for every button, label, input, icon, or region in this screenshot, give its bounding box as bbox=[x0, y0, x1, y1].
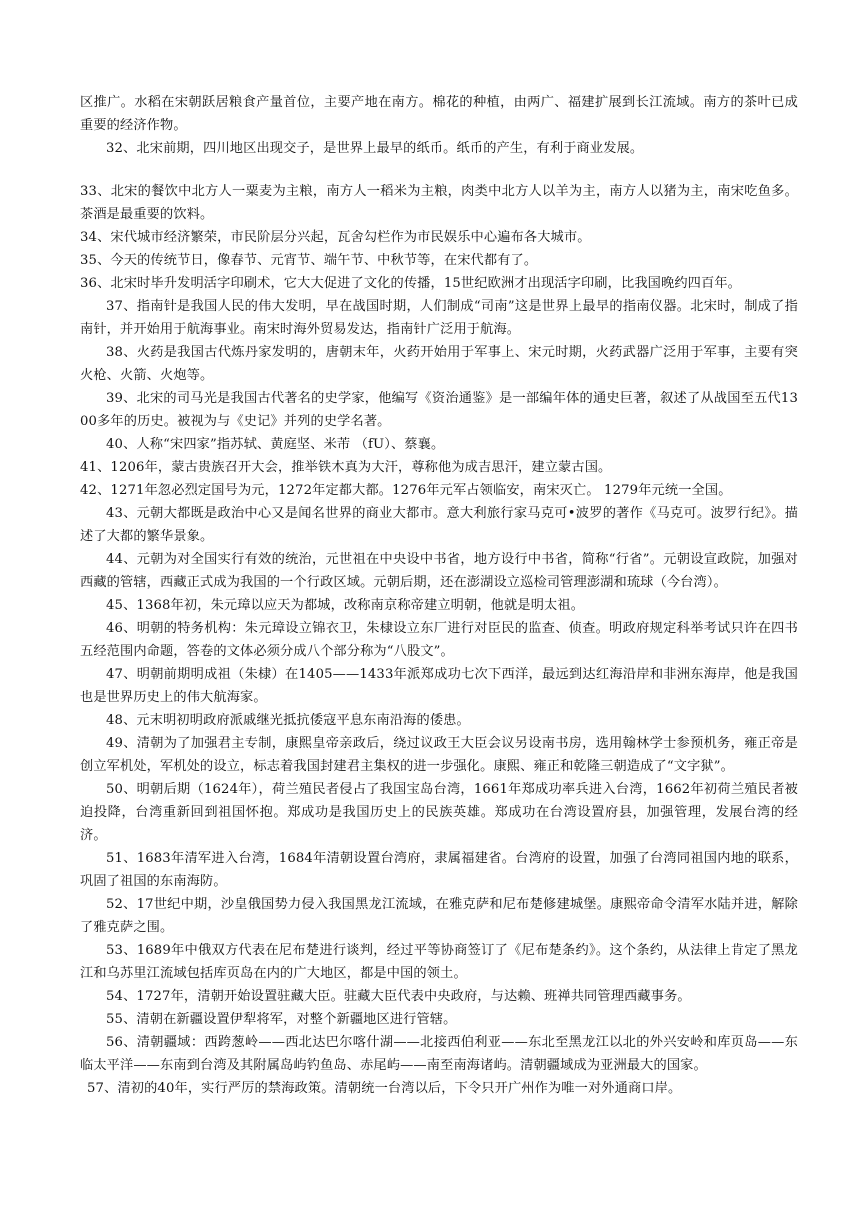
paragraph: 39、北宋的司马光是我国古代著名的史学家，他编写《资治通鉴》是一部编年体的通史巨著，叙述了从战国至五代1300多年的历史。被视为与《史记》并列的史学名著。 bbox=[80, 391, 798, 429]
document-page bbox=[80, 91, 798, 1100]
paragraph: 44、元朝为对全国实行有效的统治，元世祖在中央设中书省，地方设行中书省，简称“行省”。元朝设宣政院，加强对西藏的管辖，西藏正式成为我国的一个行政区域。元朝后期，还在澎湖设立巡检司管理澎湖和琉球（今台湾）。 bbox=[80, 552, 798, 590]
paragraph: 33、北宋的餐饮中北方人一粟麦为主粮，南方人一稻米为主粮，肉类中北方人以羊为主，南方人以猪为主，南宋吃鱼多。茶酒是最重要的饮料。 bbox=[80, 184, 798, 222]
paragraph: 38、火药是我国古代炼丹家发明的，唐朝末年，火药开始用于军事上、宋元时期，火药武器广泛用于军事，主要有突火枪、火箭、火炮等。 bbox=[80, 345, 798, 383]
paragraph: 57、清初的40年，实行严厉的禁海政策。清朝统一台湾以后，下令只开广州作为唯一对外通商口岸。 bbox=[87, 1081, 682, 1096]
paragraph: 36、北宋时毕升发明活字印刷术，它大大促进了文化的传播，15世纪欧洲才出现活字印刷，比我国晚约四百年。 bbox=[80, 276, 742, 291]
paragraph: 53、1689年中俄双方代表在尼布楚进行谈判，经过平等协商签订了《尼布楚条约》。这个条约，从法律上肯定了黑龙江和乌苏里江流域包括库页岛在内的广大地区，都是中国的领土。 bbox=[80, 943, 798, 981]
paragraph: 46、明朝的特务机构：朱元璋设立锦衣卫，朱棣设立东厂进行对臣民的监查、侦查。明政府规定科举考试只许在四书五经范围内命题，答卷的文体必须分成八个部分称为“八股文”。 bbox=[80, 621, 798, 659]
paragraph: 32、北宋前期，四川地区出现交子，是世界上最早的纸币。纸币的产生，有利于商业发展。 bbox=[106, 141, 644, 156]
paragraph-gap bbox=[80, 160, 798, 180]
paragraph: 48、元末明初明政府派戚继光抵抗倭寇平息东南沿海的倭患。 bbox=[106, 713, 470, 728]
paragraph: 47、明朝前期明成祖（朱棣）在1405——1433年派郑成功七次下西洋，最远到达红海沿岸和非洲东海岸，他是我国也是世界历史上的伟大航海家。 bbox=[80, 667, 798, 705]
paragraph: 52、17世纪中期，沙皇俄国势力侵入我国黑龙江流域，在雅克萨和尼布楚修建城堡。康熙帝命令清军水陆并进，解除了雅克萨之围。 bbox=[80, 897, 798, 935]
paragraph: 43、元朝大都既是政治中心又是闻名世界的商业大都市。意大利旅行家马克可•波罗的著作《马克可。波罗行纪》。描述了大都的繁华景象。 bbox=[80, 506, 798, 544]
paragraph: 50、明朝后期（1624年），荷兰殖民者侵占了我国宝岛台湾，1661年郑成功率兵进入台湾，1662年初荷兰殖民者被迫投降，台湾重新回到祖国怀抱。郑成功是我国历史上的民族英雄。郑成功在台湾设置府县，加强管理，发展台湾的经济。 bbox=[80, 782, 798, 843]
paragraph: 35、今天的传统节日，像春节、元宵节、端午节、中秋节等，在宋代都有了。 bbox=[80, 253, 538, 268]
paragraph: 42、1271年忽必烈定国号为元，1272年定都大都。1276年元军占领临安，南宋灭亡。 1279年元统一全国。 bbox=[80, 483, 732, 498]
paragraph: 54、1727年，清朝开始设置驻藏大臣。驻藏大臣代表中央政府，与达赖、班禅共同管理西藏事务。 bbox=[106, 989, 691, 1004]
paragraph: 49、清朝为了加强君主专制，康熙皇帝亲政后，绕过议政王大臣会议另设南书房，选用翰林学士参预机务，雍正帝是创立军机处，军机处的设立，标志着我国封建君主集权的进一步强化。康熙、雍正和乾隆三朝造成了“文字狱”。 bbox=[80, 736, 798, 774]
paragraph: 56、清朝疆域：西跨葱岭——西北达巴尔喀什湖——北接西伯利亚——东北至黑龙江以北的外兴安岭和库页岛——东临太平洋——东南到台湾及其附属岛屿钓鱼岛、赤尾屿——南至南海诸屿。清朝疆域成为亚洲最大的国家。 bbox=[80, 1035, 798, 1073]
paragraph: 区推广。水稻在宋朝跃居粮食产量首位，主要产地在南方。棉花的种植，由两广、福建扩展到长江流域。南方的茶叶已成重要的经济作物。 bbox=[80, 95, 798, 133]
paragraph: 40、人称“宋四家”指苏轼、黄庭坚、米芾 （fU）、蔡襄。 bbox=[106, 437, 445, 452]
paragraph: 45、1368年初，朱元璋以应天为都城，改称南京称帝建立明朝，他就是明太祖。 bbox=[106, 598, 585, 613]
paragraph: 55、清朝在新疆设置伊犁将军，对整个新疆地区进行管辖。 bbox=[106, 1012, 457, 1027]
paragraph: 41、1206年，蒙古贵族召开大会，推举铁木真为大汗，尊称他为成吉思汗，建立蒙古国。 bbox=[80, 460, 612, 475]
paragraph: 51、1683年清军进入台湾，1684年清朝设置台湾府，隶属福建省。台湾府的设置，加强了台湾同祖国内地的联系，巩固了祖国的东南海防。 bbox=[80, 851, 798, 889]
paragraph: 37、指南针是我国人民的伟大发明，早在战国时期，人们制成“司南”这是世界上最早的指南仪器。北宋时，制成了指南针，并开始用于航海事业。南宋时海外贸易发达，指南针广泛用于航海。 bbox=[80, 299, 798, 337]
paragraph: 34、宋代城市经济繁荣，市民阶层分兴起，瓦舍勾栏作为市民娱乐中心遍布各大城市。 bbox=[80, 230, 591, 245]
